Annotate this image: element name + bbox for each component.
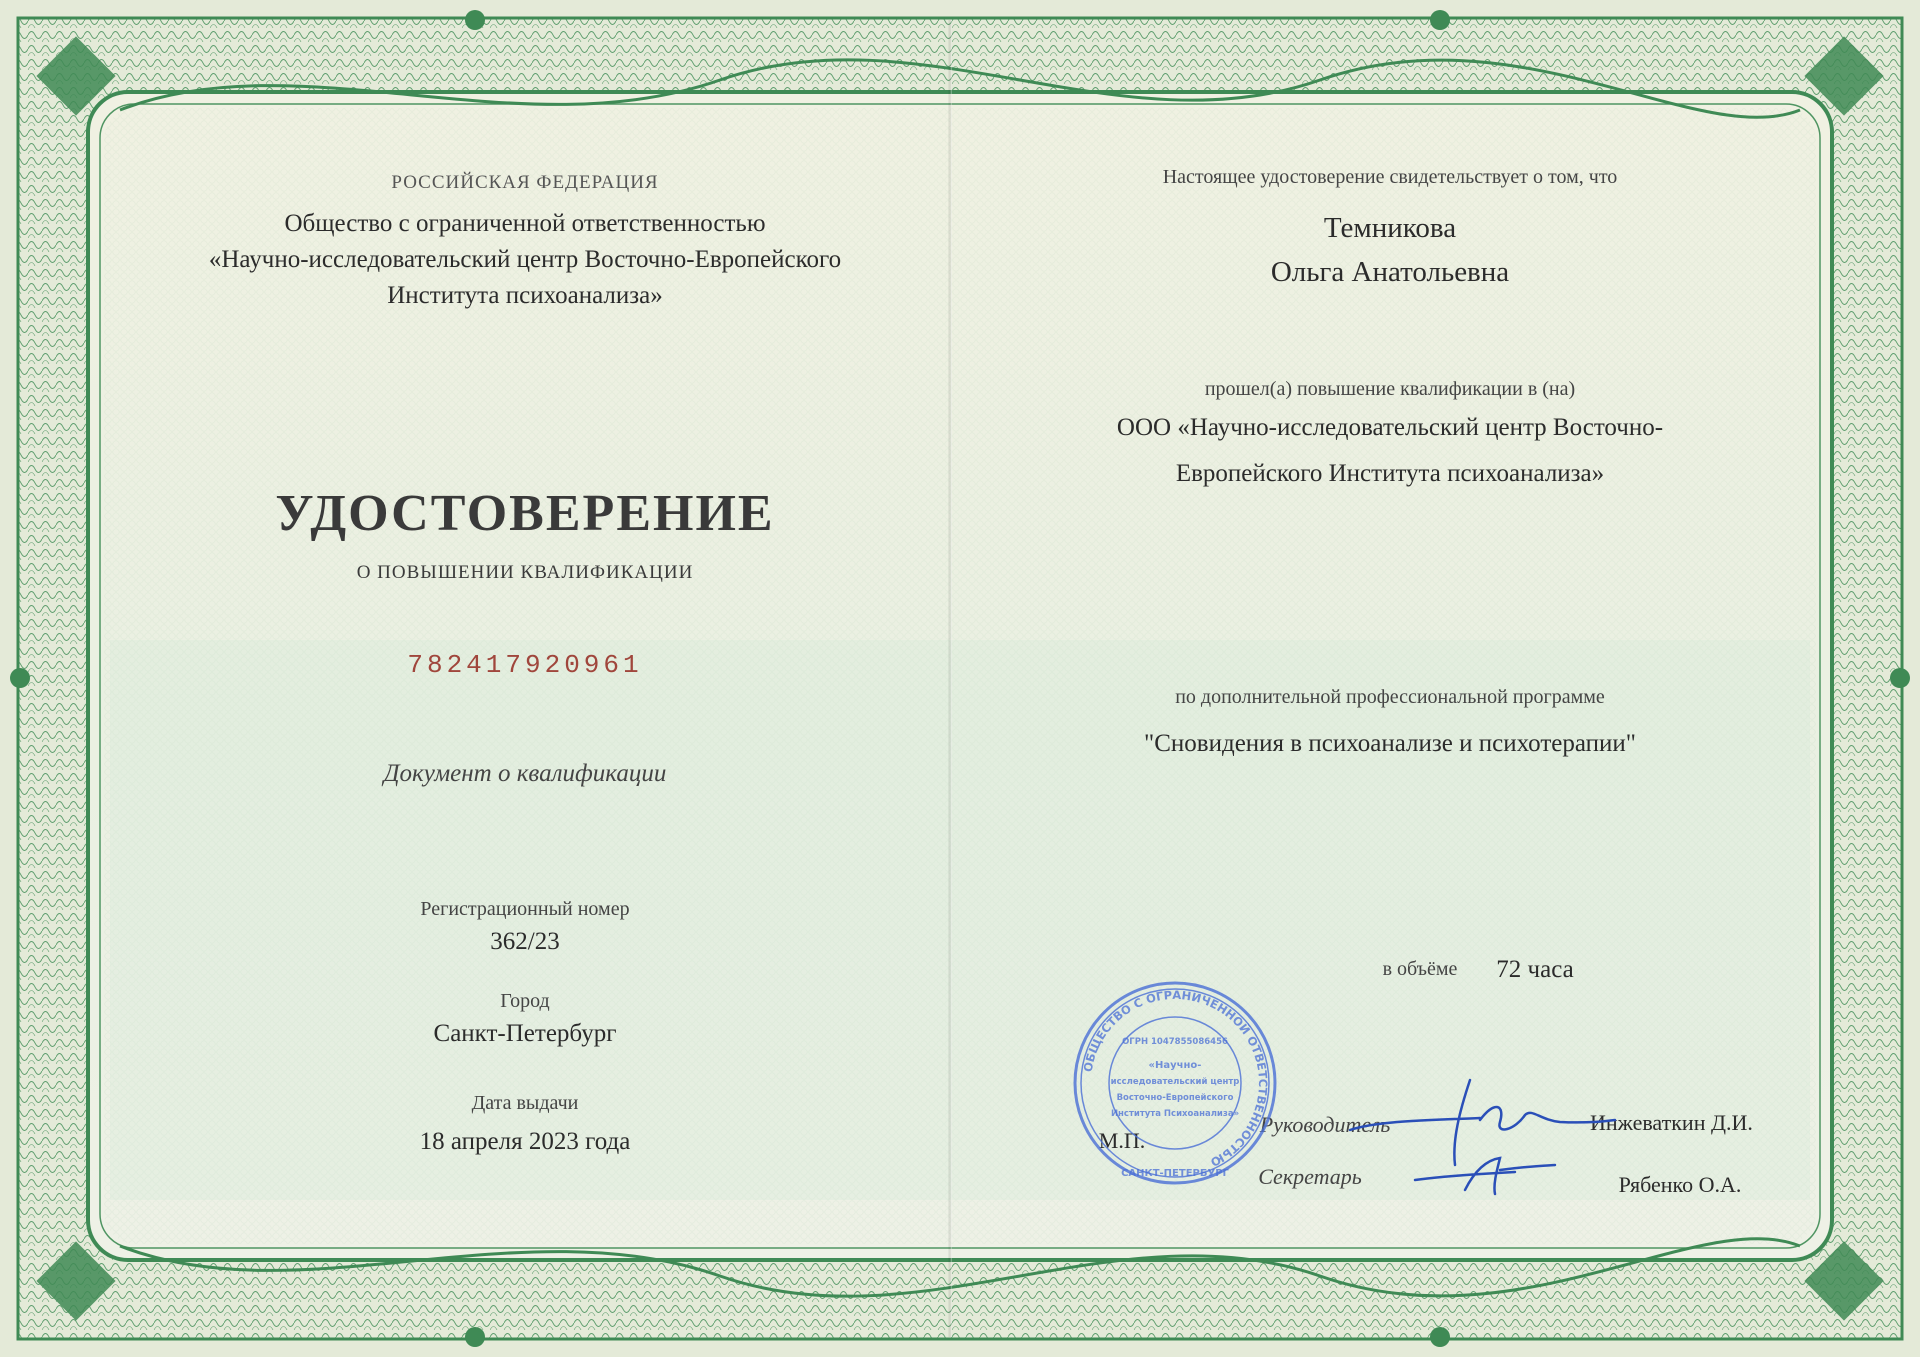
date-value: 18 апреля 2023 года [419, 1128, 631, 1155]
secretary-signature [1405, 1150, 1565, 1210]
secretary-label: Секретарь [1258, 1164, 1362, 1189]
completed-text: прошел(а) повышение квалификации в (на) [1204, 378, 1576, 400]
right-org-line-2: Европейского Института психоанализа» [1175, 460, 1605, 487]
left-page [0, 0, 950, 1357]
stamp-inner-4: Института Психоанализа» [1110, 1109, 1240, 1119]
date-label: Дата выдачи [471, 1092, 579, 1114]
serial-number: 782417920961 [407, 650, 643, 680]
country-name: РОССИЙСКАЯ ФЕДЕРАЦИЯ [391, 172, 659, 193]
doc-subtitle: О ПОВЫШЕНИИ КВАЛИФИКАЦИИ [356, 562, 694, 583]
org-line-1: Общество с ограниченной ответственностью [284, 210, 766, 237]
city-label: Город [500, 990, 550, 1012]
given-names: Ольга Анатольевна [1270, 256, 1510, 288]
mp-label: М.П. [1098, 1128, 1146, 1153]
program-label: по дополнительной профессиональной программе [1175, 686, 1605, 708]
org-line-2: «Научно-исследовательский центр Восточно-Европейского [208, 246, 842, 273]
intro-text: Настоящее удостоверение свидетельствует о том, что [1162, 166, 1618, 188]
secretary-name: Рябенко О.А. [1618, 1172, 1742, 1197]
head-name: Инжеваткин Д.И. [1590, 1110, 1753, 1135]
head-label: Руководитель [1259, 1112, 1391, 1137]
reg-value: 362/23 [490, 928, 560, 955]
stamp-city: САНКТ-ПЕТЕРБУРГ [1121, 1168, 1229, 1179]
right-org-line-1: ООО «Научно-исследовательский центр Восточно- [1116, 414, 1664, 441]
org-line-3: Института психоанализа» [387, 282, 663, 309]
official-stamp [1070, 978, 1280, 1188]
doc-title: УДОСТОВЕРЕНИЕ [275, 485, 775, 542]
stamp-ogrn: ОГРН 1047855086456 [1122, 1037, 1228, 1047]
stamp-inner-3: Восточно-Европейского [1116, 1093, 1234, 1103]
reg-label: Регистрационный номер [420, 898, 630, 920]
volume-label: в объёме [1382, 958, 1458, 980]
stamp-inner-1: «Научно- [1148, 1060, 1202, 1071]
stamp-inner-2: исследовательский центр [1110, 1077, 1240, 1087]
volume-value: 72 часа [1496, 956, 1574, 983]
city-value: Санкт-Петербург [433, 1020, 617, 1047]
surname: Темникова [1323, 212, 1457, 244]
doc-type: Документ о квалификации [383, 760, 667, 787]
program-name: "Сновидения в психоанализе и психотерапии" [1144, 730, 1636, 757]
stamp-outer-text: ОБЩЕСТВО С ОГРАНИЧЕННОЙ ОТВЕТСТВЕННОСТЬЮ [1080, 987, 1271, 1170]
